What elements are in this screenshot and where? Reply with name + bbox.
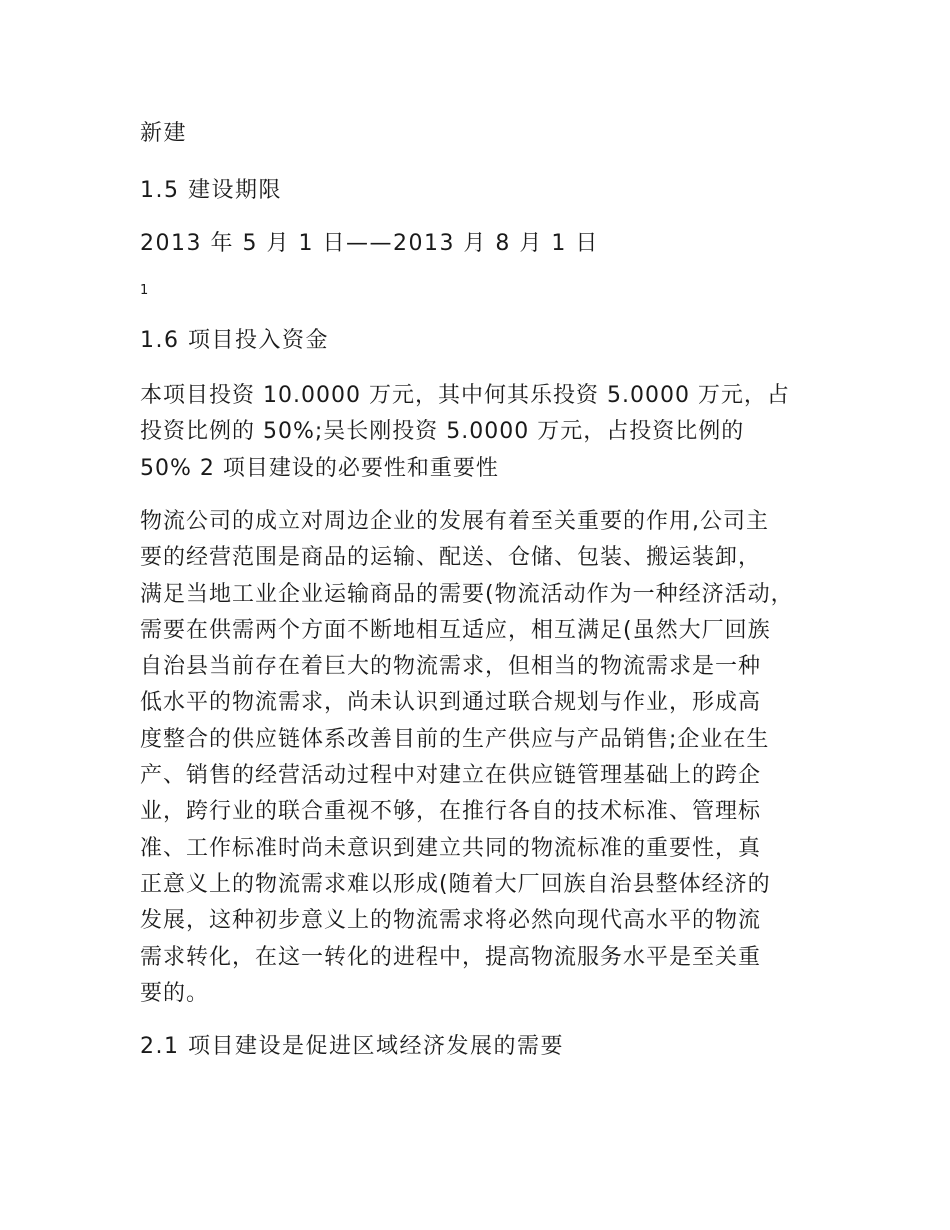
necessity-line: 业，跨行业的联合重视不够，在推行各自的技术标准、管理标: [140, 799, 762, 825]
necessity-line: 度整合的供应链体系改善目前的生产供应与产品销售;企业在生: [140, 726, 770, 752]
necessity-line: 发展，这种初步意义上的物流需求将必然向现代高水平的物流: [140, 908, 762, 934]
section-1-6-heading: 1.6 项目投入资金: [140, 328, 329, 353]
necessity-line: 准、工作标准时尚未意识到建立共同的物流标准的重要性，真: [140, 835, 762, 861]
construction-type-text: 新建: [140, 121, 188, 146]
necessity-line: 产、销售的经营活动过程中对建立在供应链管理基础上的跨企: [140, 763, 762, 789]
construction-period-text: 2013 年 5 月 1 日——2013 月 8 月 1 日: [140, 231, 599, 256]
footnote-marker: 1: [140, 283, 149, 298]
investment-line: 50% 2 项目建设的必要性和重要性: [140, 455, 499, 481]
necessity-line: 满足当地工业企业运输商品的需要(物流活动作为一种经济活动，: [140, 581, 794, 607]
investment-line: 本项目投资 10.0000 万元，其中何其乐投资 5.0000 万元，占: [140, 383, 790, 408]
necessity-line: 自治县当前存在着巨大的物流需求，但相当的物流需求是一种: [140, 654, 762, 680]
necessity-line: 正意义上的物流需求难以形成(随着大厂回族自治县整体经济的: [140, 871, 771, 897]
necessity-line: 要的。: [140, 980, 210, 1006]
investment-paragraph: [140, 378, 830, 487]
investment-line: 投资比例的 50%;吴长刚投资 5.0000 万元，占投资比例的: [140, 419, 745, 445]
section-1-5-heading: 1.5 建设期限: [140, 178, 282, 203]
section-2-1-heading: 2.1 项目建设是促进区域经济发展的需要: [140, 1034, 564, 1059]
necessity-line: 低水平的物流需求，尚未认识到通过联合规划与作业，形成高: [140, 690, 762, 716]
necessity-line: 需要在供需两个方面不断地相互适应，相互满足(虽然大厂回族: [140, 617, 771, 643]
necessity-line: 物流公司的成立对周边企业的发展有着至关重要的作用,公司主: [140, 509, 769, 534]
necessity-paragraph: [140, 504, 830, 1012]
necessity-line: 要的经营范围是商品的运输、配送、仓储、包装、搬运装卸，: [140, 545, 762, 571]
necessity-line: 需求转化，在这一转化的进程中，提高物流服务水平是至关重: [140, 944, 762, 970]
